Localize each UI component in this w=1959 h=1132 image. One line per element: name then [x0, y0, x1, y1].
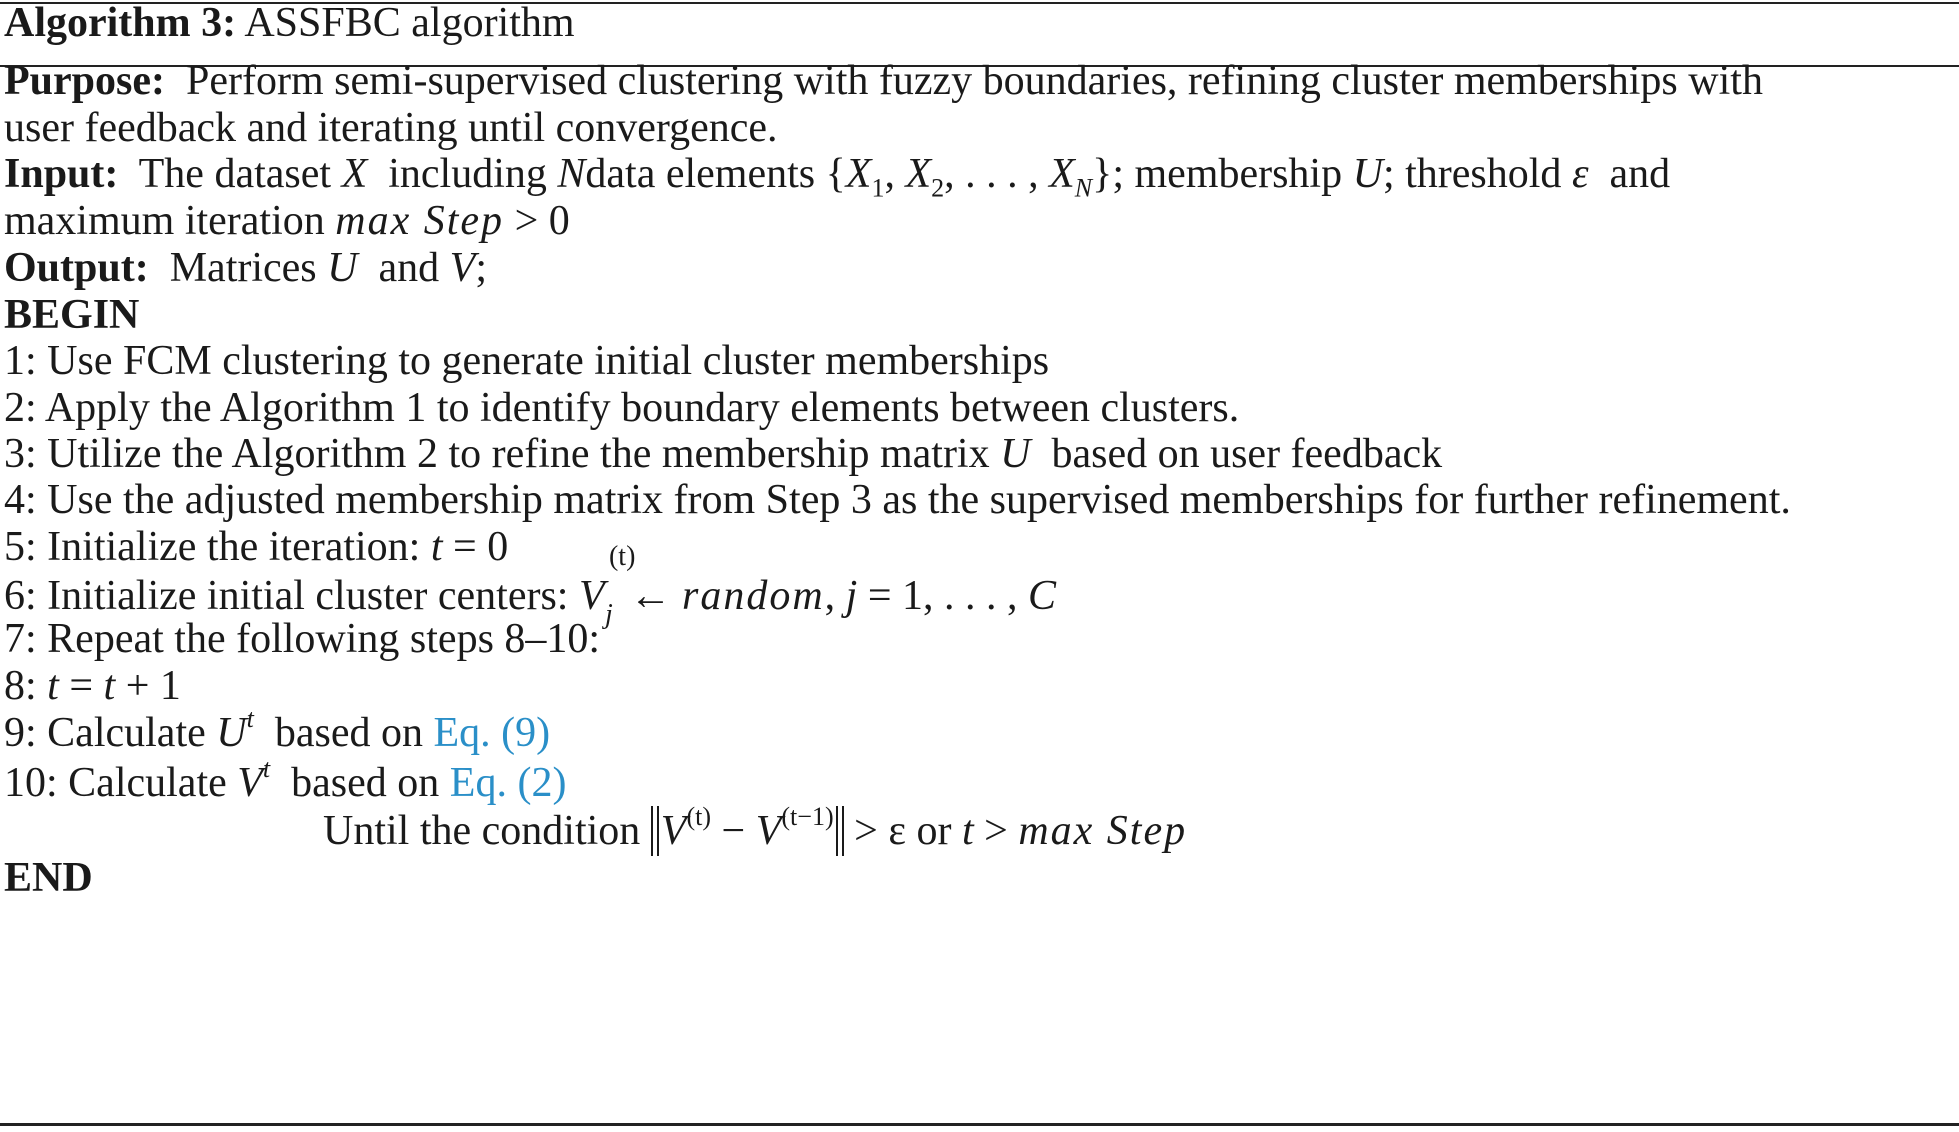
step-6: 6: Initialize initial cluster centers: V (t) j ← random, j = 1, . . . , C: [4, 541, 1057, 630]
step-9: [4, 704, 551, 758]
step-text: 5: Initialize the iteration:: [4, 524, 421, 570]
math-expression: max Step: [335, 198, 505, 244]
purpose-text-2: user feedback and iterating until convergence.: [4, 105, 778, 151]
math-var: N: [557, 151, 586, 197]
purpose-label: Purpose:: [4, 58, 165, 104]
step-1: 1: Use FCM clustering to generate initial cluster memberships: [4, 338, 1050, 384]
input-text: and: [1609, 151, 1671, 197]
math-var: V: [755, 808, 782, 854]
step-text: based on: [274, 710, 423, 756]
step-2: 2: Apply the Algorithm 1 to identify boundary elements between clusters.: [4, 385, 1240, 431]
step-text: 8:: [4, 663, 37, 709]
output-text: and: [378, 245, 440, 291]
math-superscript: t: [246, 704, 254, 734]
step-5: [4, 522, 508, 572]
math-var: t: [430, 524, 443, 570]
algorithm-title: ASSFBC algorithm: [244, 0, 575, 46]
input-text: maximum iteration: [4, 198, 325, 244]
math-var: U: [1352, 151, 1383, 197]
input-line-2: [4, 196, 570, 246]
math-var: ε: [1571, 151, 1589, 197]
output-label: Output:: [4, 245, 149, 291]
until-condition: [323, 802, 1188, 856]
math-var: C: [1028, 573, 1057, 619]
math-var: t: [961, 808, 974, 854]
math-expression: max Step: [1018, 808, 1188, 854]
output-text: ;: [475, 245, 487, 291]
step-text: 10: Calculate: [4, 760, 227, 806]
step-text: Until the condition: [323, 808, 641, 854]
step-text: 3: Utilize the Algorithm 2 to refine the membership matrix: [4, 431, 990, 477]
math-subscript: 1: [871, 173, 885, 203]
step-4: 4: Use the adjusted membership matrix from Step 3 as the supervised memberships for further refinement.: [4, 477, 1791, 523]
math-var: j: [845, 573, 858, 619]
eq-2-link[interactable]: Eq. (2): [449, 760, 567, 806]
math-operator: =: [69, 663, 94, 709]
purpose-line-1: [4, 56, 1763, 106]
step-text: = 0: [453, 524, 509, 570]
step-7: 7: Repeat the following steps 8–10:: [4, 616, 601, 662]
input-line-1: Input: The dataset X including Ndata elements {$X_1$, $X_2$, . . . , $X_N$}; membership U; threshold ε and: [4, 151, 1671, 203]
math-subscript: j: [604, 599, 613, 630]
algorithm-label: Algorithm 3:: [4, 0, 237, 46]
step-10: [4, 754, 567, 808]
norm-expression: [651, 802, 844, 856]
input-text: > 0: [514, 198, 570, 244]
math-subscript: N: [1074, 173, 1093, 203]
step-text: + 1: [125, 663, 181, 709]
eq-9-link[interactable]: Eq. (9): [433, 710, 551, 756]
begin-keyword: BEGIN: [4, 292, 140, 338]
output-line: [4, 243, 487, 293]
math-expression: random: [681, 573, 825, 619]
math-var: V: [660, 808, 687, 854]
math-var: V: [578, 573, 605, 619]
input-text: data elements {: [585, 151, 846, 197]
assign-arrow: ←: [629, 573, 672, 619]
math-var: X: [845, 151, 872, 197]
step-text: > ε or: [854, 808, 952, 854]
input-label: Input:: [4, 151, 119, 197]
math-operator: >: [984, 808, 1008, 854]
math-superscript: (t): [608, 541, 636, 572]
input-text: ; threshold: [1382, 151, 1562, 197]
purpose-line-2: [4, 103, 778, 153]
math-var: t: [103, 663, 116, 709]
step-text: 9: Calculate: [4, 710, 206, 756]
math-var: U: [327, 245, 358, 291]
algorithm-heading: [4, 0, 575, 48]
bottom-rule: [0, 1123, 1959, 1126]
output-text: Matrices: [169, 245, 317, 291]
input-text: The dataset: [138, 151, 332, 197]
math-var: X: [341, 151, 368, 197]
math-var: X: [1049, 151, 1075, 197]
step-text: based on: [291, 760, 440, 806]
math-var: U: [1000, 431, 1031, 477]
purpose-text-1: Perform semi-supervised clustering with fuzzy boundaries, refining cluster memberships with: [186, 58, 1763, 104]
math-superscript: (t): [686, 802, 712, 832]
end-keyword: END: [4, 855, 93, 901]
math-subscript: 2: [931, 173, 945, 203]
math-var: t: [47, 663, 59, 709]
math-superscript: t: [262, 754, 271, 784]
math-operator: −: [721, 808, 746, 854]
step-3: [4, 429, 1442, 479]
math-var: U: [216, 710, 247, 756]
math-superscript: (t−1): [781, 802, 834, 832]
math-var: V: [237, 760, 263, 806]
step-text: based on user feedback: [1051, 431, 1443, 477]
step-8: [4, 661, 181, 711]
step-text: 6: Initialize initial cluster centers:: [4, 573, 569, 619]
input-text: }; membership: [1092, 151, 1343, 197]
math-dots: , . . . ,: [944, 151, 1039, 197]
math-var: X: [905, 151, 932, 197]
math-var: V: [449, 245, 476, 291]
input-text: including: [388, 151, 547, 197]
step-text: = 1, . . . ,: [867, 573, 1018, 619]
